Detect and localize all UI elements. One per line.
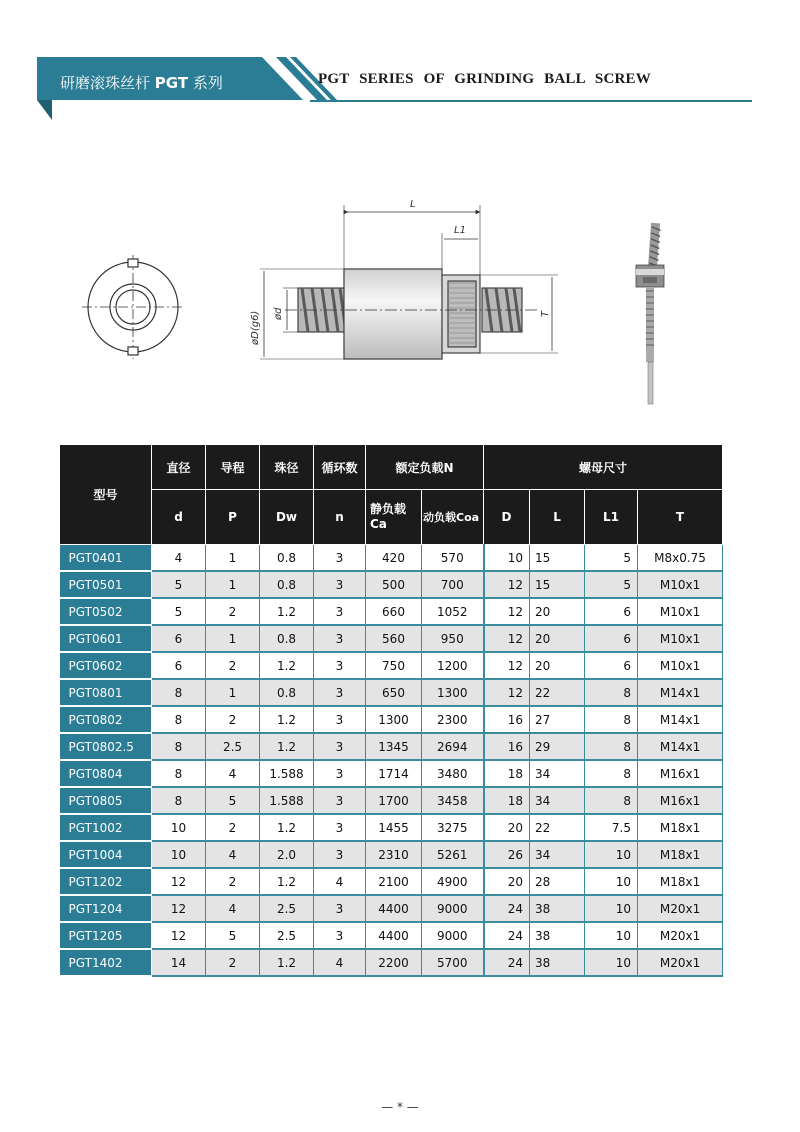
cell-p: 2: [206, 706, 260, 733]
cell-coa: 2694: [422, 733, 484, 760]
cell-model: PGT0601: [60, 625, 152, 652]
cell-nut-l: 34: [530, 787, 585, 814]
cell-nut-d: 12: [484, 652, 530, 679]
th-nut-t: T: [638, 490, 723, 545]
cell-model: PGT0804: [60, 760, 152, 787]
label-d: ød: [273, 307, 284, 320]
cell-nut-l: 20: [530, 625, 585, 652]
cell-dw: 0.8: [260, 545, 314, 572]
cell-ca: 4400: [366, 895, 422, 922]
th-p: P: [206, 490, 260, 545]
cell-p: 1: [206, 679, 260, 706]
cell-nut-t: M10x1: [638, 571, 723, 598]
cell-nut-t: M10x1: [638, 652, 723, 679]
label-D: øD(g6): [250, 310, 261, 345]
cell-ca: 560: [366, 625, 422, 652]
cell-p: 4: [206, 841, 260, 868]
cell-coa: 2300: [422, 706, 484, 733]
title-en: PGT SERIES OF GRINDING BALL SCREW: [318, 71, 651, 87]
cell-nut-l1: 8: [585, 679, 638, 706]
th-nut-dimensions: 螺母尺寸: [484, 445, 723, 490]
cell-model: PGT0805: [60, 787, 152, 814]
cell-ca: 1700: [366, 787, 422, 814]
cell-nut-l1: 10: [585, 922, 638, 949]
cell-n: 3: [314, 895, 366, 922]
cell-p: 2: [206, 814, 260, 841]
cell-nut-l1: 10: [585, 868, 638, 895]
th-rated-load: 额定负载N: [366, 445, 484, 490]
cell-dw: 1.2: [260, 949, 314, 976]
cell-nut-l: 27: [530, 706, 585, 733]
cell-coa: 9000: [422, 922, 484, 949]
cell-nut-l: 34: [530, 841, 585, 868]
cell-d: 10: [152, 814, 206, 841]
cell-n: 3: [314, 706, 366, 733]
cell-ca: 500: [366, 571, 422, 598]
cell-p: 5: [206, 922, 260, 949]
cell-ca: 4400: [366, 922, 422, 949]
cell-d: 6: [152, 625, 206, 652]
cell-nut-t: M18x1: [638, 814, 723, 841]
cell-ca: 2100: [366, 868, 422, 895]
cell-nut-t: M20x1: [638, 895, 723, 922]
cell-nut-t: M14x1: [638, 733, 723, 760]
cell-nut-t: M18x1: [638, 868, 723, 895]
cell-nut-d: 24: [484, 895, 530, 922]
label-L1: L1: [454, 225, 466, 236]
th-dynamic-load: 动负载Coa: [422, 490, 484, 545]
cell-nut-l: 15: [530, 545, 585, 572]
cell-n: 3: [314, 571, 366, 598]
header-row-top: [60, 445, 723, 490]
cell-p: 2: [206, 652, 260, 679]
cell-nut-d: 24: [484, 949, 530, 976]
cell-p: 1: [206, 571, 260, 598]
cell-nut-l1: 10: [585, 895, 638, 922]
label-L: L: [410, 199, 416, 210]
cell-dw: 0.8: [260, 571, 314, 598]
cell-nut-d: 16: [484, 706, 530, 733]
table-row: [60, 814, 723, 841]
table-row: [60, 706, 723, 733]
cell-ca: 650: [366, 679, 422, 706]
cell-dw: 2.5: [260, 895, 314, 922]
cell-n: 4: [314, 949, 366, 976]
header-row-bottom: [60, 490, 723, 545]
th-nut-l1: L1: [585, 490, 638, 545]
cell-d: 8: [152, 733, 206, 760]
cell-coa: 9000: [422, 895, 484, 922]
header-banner: [0, 0, 800, 130]
cell-nut-l1: 5: [585, 571, 638, 598]
cell-model: PGT0501: [60, 571, 152, 598]
banner-fold: [37, 100, 52, 120]
table-row: [60, 679, 723, 706]
cell-nut-d: 20: [484, 868, 530, 895]
title-cn: 研磨滚珠丝杆 PGT 系列: [60, 74, 223, 92]
cell-d: 12: [152, 922, 206, 949]
cell-dw: 0.8: [260, 679, 314, 706]
banner-graphic: [0, 0, 800, 130]
cell-nut-l1: 6: [585, 625, 638, 652]
cell-nut-l: 22: [530, 679, 585, 706]
cell-ca: 1300: [366, 706, 422, 733]
cell-coa: 1200: [422, 652, 484, 679]
cell-n: 3: [314, 760, 366, 787]
cell-nut-t: M20x1: [638, 949, 723, 976]
cell-model: PGT1204: [60, 895, 152, 922]
th-nut-d: D: [484, 490, 530, 545]
cell-d: 5: [152, 598, 206, 625]
cell-p: 4: [206, 760, 260, 787]
cell-d: 8: [152, 679, 206, 706]
cell-coa: 3480: [422, 760, 484, 787]
cell-model: PGT0502: [60, 598, 152, 625]
cell-coa: 5700: [422, 949, 484, 976]
cell-coa: 700: [422, 571, 484, 598]
cell-model: PGT1002: [60, 814, 152, 841]
table-row: [60, 598, 723, 625]
cell-nut-l: 38: [530, 895, 585, 922]
spec-table-body: [60, 545, 723, 977]
cell-p: 2: [206, 598, 260, 625]
cell-ca: 2310: [366, 841, 422, 868]
cell-n: 3: [314, 841, 366, 868]
cell-d: 8: [152, 760, 206, 787]
cell-d: 4: [152, 545, 206, 572]
cell-n: 3: [314, 545, 366, 572]
cell-nut-l1: 10: [585, 949, 638, 976]
table-row: [60, 571, 723, 598]
technical-drawing: [70, 185, 710, 415]
cell-model: PGT1402: [60, 949, 152, 976]
cell-model: PGT1205: [60, 922, 152, 949]
cell-model: PGT1004: [60, 841, 152, 868]
cell-dw: 1.588: [260, 787, 314, 814]
cell-nut-t: M20x1: [638, 922, 723, 949]
th-lead: 导程: [206, 445, 260, 490]
table-row: [60, 841, 723, 868]
table-row: [60, 625, 723, 652]
cell-ca: 660: [366, 598, 422, 625]
spec-table: [59, 444, 723, 977]
cell-coa: 3275: [422, 814, 484, 841]
cell-nut-l: 28: [530, 868, 585, 895]
cell-ca: 750: [366, 652, 422, 679]
table-row: [60, 895, 723, 922]
cell-n: 4: [314, 868, 366, 895]
table-row: [60, 545, 723, 572]
cell-nut-l: 38: [530, 949, 585, 976]
cell-coa: 5261: [422, 841, 484, 868]
side-view: [260, 205, 558, 359]
cell-dw: 1.2: [260, 814, 314, 841]
cell-nut-d: 12: [484, 679, 530, 706]
cell-nut-l: 29: [530, 733, 585, 760]
cell-nut-t: M8x0.75: [638, 545, 723, 572]
cell-nut-t: M10x1: [638, 625, 723, 652]
cell-ca: 1714: [366, 760, 422, 787]
cell-d: 5: [152, 571, 206, 598]
cell-d: 8: [152, 787, 206, 814]
cell-coa: 1052: [422, 598, 484, 625]
cell-d: 14: [152, 949, 206, 976]
cell-model: PGT0801: [60, 679, 152, 706]
cell-d: 12: [152, 895, 206, 922]
th-circuits: 循环数: [314, 445, 366, 490]
cell-nut-l: 34: [530, 760, 585, 787]
cell-ca: 2200: [366, 949, 422, 976]
cell-nut-l1: 5: [585, 545, 638, 572]
cell-nut-l1: 6: [585, 652, 638, 679]
cell-p: 2: [206, 949, 260, 976]
cell-coa: 1300: [422, 679, 484, 706]
cell-nut-d: 18: [484, 760, 530, 787]
cell-nut-l1: 8: [585, 706, 638, 733]
th-n: n: [314, 490, 366, 545]
cell-n: 3: [314, 814, 366, 841]
cell-nut-l: 15: [530, 571, 585, 598]
cell-model: PGT0602: [60, 652, 152, 679]
th-d: d: [152, 490, 206, 545]
cell-d: 8: [152, 706, 206, 733]
cell-nut-l: 20: [530, 652, 585, 679]
cell-nut-d: 26: [484, 841, 530, 868]
cell-p: 1: [206, 545, 260, 572]
cell-d: 12: [152, 868, 206, 895]
cell-dw: 0.8: [260, 625, 314, 652]
cell-dw: 1.2: [260, 733, 314, 760]
table-row: [60, 868, 723, 895]
cell-n: 3: [314, 922, 366, 949]
cell-nut-d: 10: [484, 545, 530, 572]
cell-model: PGT1202: [60, 868, 152, 895]
cell-dw: 1.588: [260, 760, 314, 787]
th-static-load: 静负载 Ca: [366, 490, 422, 545]
table-row: [60, 733, 723, 760]
cell-ca: 1345: [366, 733, 422, 760]
cell-p: 2: [206, 868, 260, 895]
cell-coa: 950: [422, 625, 484, 652]
th-dw: Dw: [260, 490, 314, 545]
cell-nut-d: 12: [484, 625, 530, 652]
th-diameter: 直径: [152, 445, 206, 490]
ball-screw-photo: [636, 223, 664, 404]
cell-d: 10: [152, 841, 206, 868]
cell-nut-d: 20: [484, 814, 530, 841]
th-nut-l: L: [530, 490, 585, 545]
cell-coa: 4900: [422, 868, 484, 895]
end-view: [82, 255, 184, 359]
cell-nut-d: 24: [484, 922, 530, 949]
cell-nut-t: M16x1: [638, 787, 723, 814]
cell-nut-t: M18x1: [638, 841, 723, 868]
cell-nut-d: 18: [484, 787, 530, 814]
page-footer: — * —: [381, 1100, 419, 1114]
cell-d: 6: [152, 652, 206, 679]
cell-ca: 1455: [366, 814, 422, 841]
cell-coa: 3458: [422, 787, 484, 814]
cell-nut-l1: 10: [585, 841, 638, 868]
cell-model: PGT0802.5: [60, 733, 152, 760]
cell-nut-l: 22: [530, 814, 585, 841]
cell-n: 3: [314, 652, 366, 679]
cell-p: 2.5: [206, 733, 260, 760]
cell-dw: 1.2: [260, 706, 314, 733]
cell-nut-l1: 8: [585, 733, 638, 760]
th-model: 型号: [60, 445, 152, 545]
cell-dw: 1.2: [260, 868, 314, 895]
cell-model: PGT0401: [60, 545, 152, 572]
cell-dw: 1.2: [260, 652, 314, 679]
cell-p: 5: [206, 787, 260, 814]
cell-dw: 2.0: [260, 841, 314, 868]
table-row: [60, 652, 723, 679]
cell-dw: 1.2: [260, 598, 314, 625]
th-ball-diameter: 珠径: [260, 445, 314, 490]
cell-nut-l1: 8: [585, 787, 638, 814]
table-row: [60, 760, 723, 787]
cell-nut-t: M14x1: [638, 679, 723, 706]
cell-p: 1: [206, 625, 260, 652]
cell-ca: 420: [366, 545, 422, 572]
cell-nut-l1: 8: [585, 760, 638, 787]
cell-nut-t: M16x1: [638, 760, 723, 787]
cell-nut-d: 16: [484, 733, 530, 760]
cell-nut-l: 20: [530, 598, 585, 625]
cell-nut-t: M10x1: [638, 598, 723, 625]
table-row: [60, 922, 723, 949]
cell-coa: 570: [422, 545, 484, 572]
cell-nut-l1: 7.5: [585, 814, 638, 841]
drawing-svg: [70, 185, 710, 415]
cell-n: 3: [314, 787, 366, 814]
table-row: [60, 949, 723, 976]
cell-dw: 2.5: [260, 922, 314, 949]
label-T: T: [540, 310, 551, 317]
cell-p: 4: [206, 895, 260, 922]
cell-nut-t: M14x1: [638, 706, 723, 733]
cell-n: 3: [314, 733, 366, 760]
cell-n: 3: [314, 598, 366, 625]
cell-model: PGT0802: [60, 706, 152, 733]
cell-nut-l: 38: [530, 922, 585, 949]
cell-nut-l1: 6: [585, 598, 638, 625]
table-row: [60, 787, 723, 814]
cell-n: 3: [314, 679, 366, 706]
cell-nut-d: 12: [484, 571, 530, 598]
cell-nut-d: 12: [484, 598, 530, 625]
cell-n: 3: [314, 625, 366, 652]
